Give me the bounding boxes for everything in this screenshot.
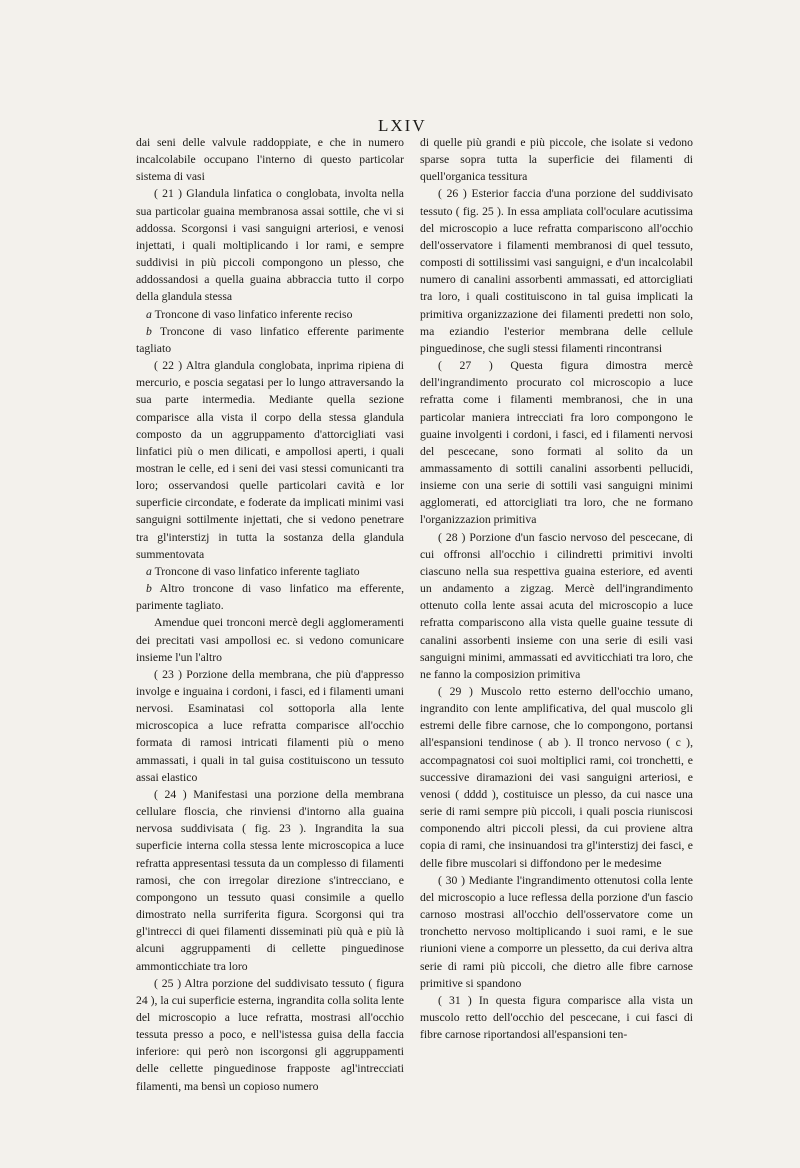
figure-description-paragraph: ( 21 ) Glandula linfatica o conglobata, involta nella sua particolar guaina membranosa assai sottile, che vi si addossa. Scorgonsi i vasi sanguigni arteriosi, e venosi injettati, i quali moltiplicando i lor rami, e sempre suddivisi in più piccoli compongono un plesso, che addossandosi a quella guaina abbraccia tutto il corpo della glandula stessa (136, 187, 404, 304)
page-number: LXIV (378, 116, 427, 135)
legend-text: Troncone di vaso linfatico inferente reciso (154, 307, 353, 321)
figure-description-paragraph: ( 22 ) Altra glandula conglobata, inprima ripiena di mercurio, e poscia segatasi per lo lungo attraversando la sua parte intermedia. Mediante quella sezione comparisce alla vista il corpo della stessa glandula composto da un aggruppamento d'attorcigliati vasi linfatici più o men dilicati, e ampollosi aperti, i quali mostran le celle, ed i seni dei vasi stessi comunicanti tra loro; osservandosi quelle particolari cavità e lor superficie circondate, e foderate da implicati minimi vasi sanguigni sottilmente injettati, che si vedono penetrare tra gl'interstizj in tutta la sostanza della glandula summentovata (136, 359, 404, 561)
legend-item (136, 580, 404, 614)
continued-paragraph: dai seni delle valvule raddoppiate, e che in numero incalcolabile occupano l'interno di questo particolar sistema di vasi (136, 136, 404, 184)
continued-paragraph: di quelle più grandi e più piccole, che isolate si vedono sparse sopra tutta la superficie dei filamenti di quell'organica tessitura (420, 136, 693, 184)
right-text-column (420, 134, 693, 1043)
legend-item (136, 563, 404, 580)
figure-description-paragraph: ( 28 ) Porzione d'un fascio nervoso del pescecane, di cui offronsi all'occhio i cilindretti primitivi involti ciascuno nella sua respettiva guaina esteriore, ed aventi un andamento a zigzag. Mercè dell'ingrandimento ottenuto colla lente assai acuta del microscopio a luce refratta compariscono alla vista quelle guaine tessute di canalini assorbenti insieme con una serie di esili vasi sanguigni minimi, ammassati ed avviticchiati tra loro, che ne fanno la composizion primitiva (420, 530, 693, 681)
left-text-column (136, 134, 404, 1095)
figure-description-paragraph: ( 23 ) Porzione della membrana, che più d'appresso involge e inguaina i cordoni, i fasci, ed i filamenti umani nervosi. Esaminatasi col sottoporla alla lente microscopica a luce refratta comparisce all'occhio formata di ramosi intricati filamenti più o meno ammassati, i quali in tal guisa costituiscono un tessuto assai elastico (136, 667, 404, 784)
legend-text: Troncone di vaso linfatico inferente tagliato (154, 564, 360, 578)
legend-text: Troncone di vaso linfatico efferente parimente tagliato (136, 324, 404, 355)
legend-key: a (146, 307, 152, 321)
figure-description-paragraph: ( 30 ) Mediante l'ingrandimento ottenutosi colla lente del microscopio a luce reflessa della porzione d'un fascio carnoso mostrasi all'occhio dell'osservatore come un tronchetto nervoso moltiplicando i suoi rami, e le sue riunioni viene a comporre un plessetto, da cui deriva altra serie di rami più piccoli, che dietro alle fibre carnose primitive si spandono (420, 873, 693, 990)
legend-key: b (146, 582, 152, 596)
legend-text: Altro troncone di vaso linfatico ma efferente, parimente tagliato. (136, 582, 404, 613)
figure-description-paragraph: ( 31 ) In questa figura comparisce alla vista un muscolo retto dell'occhio del pescecane, i cui fasci di fibre carnose riportandosi all'espansioni ten- (420, 993, 693, 1042)
figure-description-paragraph: Amendue quei tronconi mercè degli agglomeramenti dei precitati vasi ampollosi ec. si vedono comunicare insieme l'un l'altro (136, 616, 404, 664)
figure-description-paragraph: ( 26 ) Esterior faccia d'una porzione del suddivisato tessuto ( fig. 25 ). In essa ampliata coll'oculare acutissima del microscopio a luce refratta compariscono all'occhio dell'osservatore i filamenti membranosi di quel tessuto, composti di sottilissimi vasi sanguigni, e d'un incalcolabil numero di canalini assorbenti ammassati, ed attorcigliati tra loro, i quali costituiscono in tal guisa implicati la primitiva organizzazione dei filamenti predetti non solo, ma eziandio l'esterior membrana delle cellule pinguedinose, che sugli stessi filamenti rincontransi (420, 187, 693, 355)
figure-description-paragraph: ( 25 ) Altra porzione del suddivisato tessuto ( figura 24 ), la cui superficie esterna, ingrandita colla solita lente del microscopio a luce refratta, mostrasi all'occhio tessuta presso a poco, e nell'istessa guisa della faccia inferiore: qui però non iscorgonsi gli aggruppamenti delle cellette pinguedinose frapposte agl'intrecciati filamenti, ma bensì un copioso numero (136, 976, 404, 1093)
figure-description-paragraph: ( 24 ) Manifestasi una porzione della membrana cellulare floscia, che rinviensi d'intorno alla guaina nervosa suddivisata ( fig. 23 ). Ingrandita la sua superficie interna colla stessa lente microscopica a luce refratta appresentasi tessuta da un complesso di filamenti ramosi, che con irregolar direzione s'intrecciano, e compongono un tessuto quasi consimile a quello dimostrato nella surriferita figura. Scorgonsi qui tra gl'intrecci di quei filamenti disseminati più quà e più là alcuni aggruppamenti di cellette pinguedinose ammonticchiate tra loro (136, 787, 404, 973)
figure-description-paragraph: ( 29 ) Muscolo retto esterno dell'occhio umano, ingrandito con lente amplificativa, del qual muscolo gli estremi delle fibre carnose, che lo compongono, portansi all'espansioni tendinose ( ab ). Il tronco nervoso ( c ), accompagnatosi coi suoi moltiplici rami, coi tronchetti, e successive diramazioni dei vasi sanguigni arteriosi, e venosi ( dddd ), costituisce un plesso, da cui nasce una serie di rami sempre più piccoli, i quali poscia riuniscosi componendo altri piccoli plessi, da cui proviene altra copia di rami, che insinuandosi tra gl'interstizj dei fasci, e delle fibre muscolari si diffondono per le medesime (420, 685, 693, 870)
legend-item (136, 306, 404, 323)
legend-key: b (146, 324, 152, 338)
figure-description-paragraph: ( 27 ) Questa figura dimostra mercè dell'ingrandimento procurato col microscopio a luce refratta come i filamenti membranosi, che in una particolar maniera intrecciati fra loro compongono le guaine involgenti i cordoni, i fasci, ed i filamenti nervosi del pescecane, sono formati al solito da un ammassamento di sottili canalini assorbenti pellucidi, insieme con una serie di sottili vasi sanguigni minimi agglomerati, ed attorcigliati tra loro, che ne formano l'organizzazion primitiva (420, 359, 693, 527)
legend-item (136, 323, 404, 357)
legend-key: a (146, 564, 152, 578)
